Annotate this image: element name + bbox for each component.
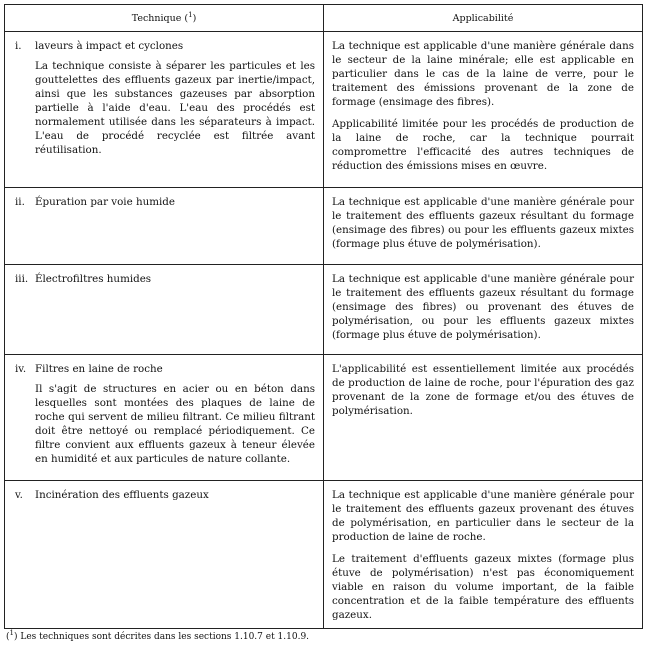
table-row <box>5 481 643 629</box>
technique-title: Électrofiltres humides <box>35 273 152 285</box>
technique-cell <box>5 481 324 629</box>
footnote-mark: 1 <box>9 629 14 637</box>
header-applicability: Applicabilité <box>324 5 643 32</box>
header-footnote-mark: 1 <box>188 11 193 20</box>
applicability-text: Le traitement d'effluents gazeux mixtes (formage plus étuve de polymérisation) n'est pas économiquement viable en raison du volume important, de la faible concentration et de la faible température des effluents gazeux. <box>332 553 634 621</box>
row-number: ii. <box>15 196 25 208</box>
applicability-text: La technique est applicable d'une manière générale pour le traitement des effluents gazeux résultant du formage (ensimage des fibres) ou provenant des étuves de polymérisation, ou pour les effluents gazeux mixtes (formage plus étuve de polymérisation). <box>332 273 634 341</box>
row-number: v. <box>15 489 23 501</box>
header-technique: Technique ($^1$) <box>5 5 324 32</box>
technique-cell <box>5 265 324 355</box>
technique-title: Incinération des effluents gazeux <box>35 489 209 501</box>
applicability-text: La technique est applicable d'une manière générale pour le traitement des effluents gazeux provenant des étuves de polymérisation, en particulier dans le secteur de la production de laine de roche. <box>332 489 634 543</box>
technique-description: La technique consiste à séparer les particules et les gouttelettes des effluents gazeux par inertie/impact, ainsi que les substances gazeuses par absorption partielle à l'aide d'eau. L'eau des procédés est normalement utilisée dans les séparateurs à impact. L'eau de procédé recyclée est filtrée avant réutilisation. <box>35 60 315 156</box>
technique-title: Filtres en laine de roche <box>35 363 163 375</box>
technique-cell <box>5 355 324 481</box>
applicability-cell <box>324 188 643 265</box>
applicability-cell <box>324 32 643 188</box>
applicability-cell <box>324 265 643 355</box>
applicability-cell <box>324 355 643 481</box>
technique-title: Épuration par voie humide <box>35 196 175 208</box>
applicability-cell <box>324 481 643 629</box>
footnote: ($^1$) Les techniques sont décrites dans les sections 1.10.7 et 1.10.9. <box>6 629 310 642</box>
technique-description: Il s'agit de structures en acier ou en béton dans lesquelles sont montées des plaques de laine de roche qui servent de milieu filtrant. Ce milieu filtrant doit être nettoyé ou remplacé périodiquement. Ce filtre convient aux effluents gazeux à teneur élevée en humidité et aux particules de nature collante. <box>35 383 315 465</box>
applicability-text: L'applicabilité est essentiellement limitée aux procédés de production de laine de roche, pour l'épuration des gaz provenant de la zone de formage et/ou des étuves de polymérisation. <box>332 363 634 417</box>
table-row <box>5 188 643 265</box>
footnote-text: Les techniques sont décrites dans les sections 1.10.7 et 1.10.9. <box>17 632 310 642</box>
applicability-text: La technique est applicable d'une manière générale dans le secteur de la laine minérale; elle est applicable en particulier dans le cas de la laine de verre, pour le traitement des émissions provenant de la zone de formage (ensimage des fibres). <box>332 40 634 108</box>
technique-cell <box>5 32 324 188</box>
technique-cell <box>5 188 324 265</box>
row-number: iii. <box>15 273 29 285</box>
row-number: iv. <box>15 363 27 375</box>
table-header-row <box>5 5 643 32</box>
table-row <box>5 265 643 355</box>
applicability-text: Applicabilité limitée pour les procédés de production de la laine de roche, car la technique pourrait compromettre l'efficacité des autres techniques de réduction des émissions mises en œuvre. <box>332 118 634 172</box>
applicability-text: La technique est applicable d'une manière générale pour le traitement des effluents gazeux résultant du formage (ensimage des fibres) ou pour les effluents gazeux mixtes (formage plus étuve de polymérisation). <box>332 196 634 250</box>
table-row <box>5 355 643 481</box>
techniques-table <box>4 4 643 629</box>
row-number: i. <box>15 40 22 52</box>
table-row <box>5 32 643 188</box>
technique-title: laveurs à impact et cyclones <box>35 40 184 52</box>
